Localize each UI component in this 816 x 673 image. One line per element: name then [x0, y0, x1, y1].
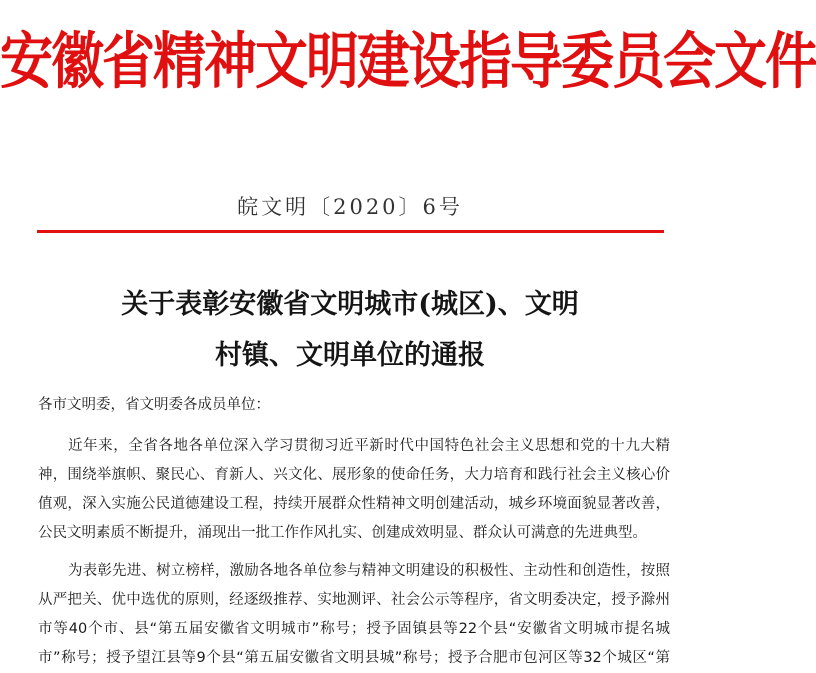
paragraph-1-line-1: 近年来，全省各地各单位深入学习贯彻习近平新时代中国特色社会主义思想和党的十九大精: [68, 438, 670, 454]
notice-title-line-2: 村镇、文明单位的通报: [215, 340, 485, 371]
salutation: 各市文明委，省文明委各成员单位：: [38, 397, 270, 413]
paragraph-2-line-4: 市”称号；授予望江县等9个县“第五届安徽省文明县城”称号；授予合肥市包河区等32个城区“第: [38, 650, 670, 666]
issuer-header-title: 安徽省精神文明建设指导委员会文件: [0, 25, 816, 97]
paragraph-1-line-3: 值观，深入实施公民道德建设工程，持续开展群众性精神文明创建活动，城乡环境面貌显著改善，: [38, 496, 670, 512]
paragraph-2-line-2: 从严把关、优中选优的原则，经逐级推荐、实地测评、社会公示等程序，省文明委决定，授予滁州: [38, 592, 670, 608]
document-number: 皖文明〔2020〕6号: [237, 195, 463, 219]
red-divider-rule: [37, 230, 664, 233]
notice-title-line-1: 关于表彰安徽省文明城市(城区)、文明: [121, 289, 579, 320]
paragraph-1-line-2: 神，围绕举旗帜、聚民心、育新人、兴文化、展形象的使命任务，大力培育和践行社会主义核心价: [38, 467, 670, 483]
paragraph-2-line-3: 市等40个市、县“第五届安徽省文明城市”称号；授予固镇县等22个县“安徽省文明城市提名城: [38, 621, 670, 637]
paragraph-1-line-4: 公民文明素质不断提升，涌现出一批工作作风扎实、创建成效明显、群众认可满意的先进典型。: [38, 525, 647, 541]
paragraph-2-line-1: 为表彰先进、树立榜样，激励各地各单位参与精神文明建设的积极性、主动性和创造性，按照: [68, 563, 670, 579]
